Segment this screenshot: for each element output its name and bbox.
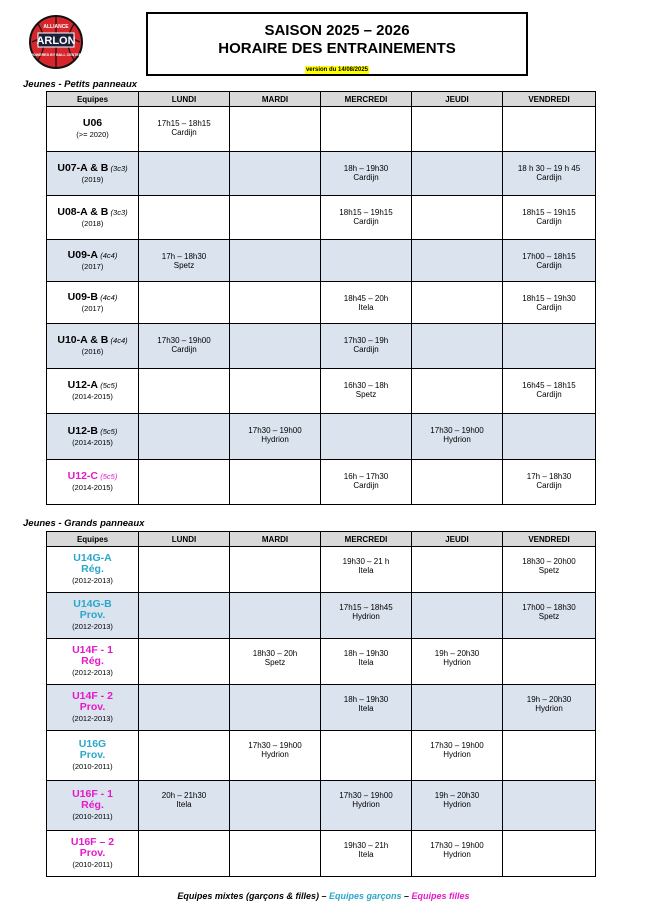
- table-header-row: [47, 92, 596, 107]
- slot-thursday: [412, 107, 503, 152]
- team-format: (5c5): [100, 426, 118, 436]
- table-row: [47, 240, 596, 282]
- slot-thursday: [412, 731, 503, 781]
- slot-venue: Cardijn: [353, 217, 379, 226]
- section-label-small: Jeunes - Petits panneaux: [23, 79, 138, 90]
- slot-time: 18h30 – 20h: [252, 649, 298, 658]
- team-format: (4c4): [110, 336, 128, 345]
- training-slot: [412, 781, 502, 809]
- slot-venue: Spetz: [173, 261, 195, 270]
- slot-tuesday: [230, 831, 321, 877]
- team-cell: [47, 414, 139, 460]
- team-name: U14G-A: [73, 552, 112, 564]
- slot-tuesday: [230, 240, 321, 282]
- slot-tuesday: [230, 324, 321, 369]
- slot-monday: [139, 324, 230, 369]
- legend-separator: –: [318, 891, 329, 901]
- team-year: (2012-2013): [72, 714, 113, 723]
- table-row: [47, 731, 596, 781]
- slot-thursday: [412, 460, 503, 505]
- slot-wednesday: [321, 831, 412, 877]
- training-slot: [321, 324, 411, 354]
- team-format: (3c3): [110, 207, 128, 217]
- slot-tuesday: [230, 685, 321, 731]
- slot-time: 17h30 – 19h00: [248, 741, 302, 750]
- slot-venue: Cardijn: [536, 481, 562, 490]
- training-slot: [503, 240, 595, 270]
- training-slot: [139, 781, 229, 809]
- team-line: [47, 250, 138, 261]
- table-row: [47, 831, 596, 877]
- slot-venue: Cardijn: [536, 261, 562, 270]
- team-cell: [47, 152, 139, 196]
- slot-friday: [503, 282, 596, 324]
- col-header-wednesday: MERCREDI: [321, 92, 412, 107]
- team-level: Prov.: [79, 701, 106, 713]
- slot-monday: [139, 731, 230, 781]
- team-name: U09-A: [67, 248, 98, 261]
- team-name: U09-B: [67, 290, 98, 303]
- schedule-table-small: [46, 91, 596, 505]
- col-header-monday: LUNDI: [139, 532, 230, 547]
- col-header-thursday: JEUDI: [412, 92, 503, 107]
- team-format: (5c5): [100, 381, 118, 390]
- slot-venue: Hydrion: [352, 800, 380, 809]
- slot-wednesday: [321, 107, 412, 152]
- slot-venue: Cardijn: [536, 303, 562, 312]
- slot-friday: [503, 831, 596, 877]
- team-format: (4c4): [100, 250, 118, 260]
- slot-venue: Itela: [358, 658, 374, 667]
- team-cell: [47, 282, 139, 324]
- legend-mixed: Equipes mixtes (garçons & filles): [177, 891, 319, 901]
- slot-thursday: [412, 831, 503, 877]
- team-cell: [47, 781, 139, 831]
- slot-thursday: [412, 685, 503, 731]
- training-slot: [321, 196, 411, 226]
- slot-thursday: [412, 639, 503, 685]
- team-year: (2010-2011): [72, 812, 113, 821]
- logo-text-top: ALLIANCE: [43, 24, 69, 30]
- slot-friday: [503, 196, 596, 240]
- training-slot: [139, 107, 229, 137]
- training-slot: [230, 731, 320, 759]
- team-cell: [47, 593, 139, 639]
- slot-time: 18h15 – 19h30: [522, 294, 576, 303]
- season-title: SAISON 2025 – 2026: [264, 22, 410, 39]
- slot-tuesday: [230, 547, 321, 593]
- slot-time: 19h – 20h30: [526, 695, 572, 704]
- table-row: [47, 414, 596, 460]
- slot-time: 17h30 – 19h00: [339, 791, 393, 800]
- training-slot: [321, 282, 411, 312]
- slot-friday: [503, 547, 596, 593]
- version-badge: version du 14/08/2025: [305, 67, 369, 73]
- table-header-row: [47, 532, 596, 547]
- slot-time: 18h – 19h30: [343, 649, 389, 658]
- slot-venue: Spetz: [538, 612, 560, 621]
- slot-friday: [503, 369, 596, 414]
- slot-friday: [503, 685, 596, 731]
- col-header-teams: Equipes: [47, 532, 139, 547]
- training-slot: [139, 324, 229, 354]
- table-row: [47, 639, 596, 685]
- team-format: (5c5): [100, 472, 118, 481]
- slot-time: 18h45 – 20h: [343, 294, 389, 303]
- team-cell: [47, 547, 139, 593]
- team-year: (2016): [81, 347, 104, 356]
- slot-venue: Spetz: [538, 566, 560, 575]
- team-line: [47, 471, 138, 482]
- slot-friday: [503, 414, 596, 460]
- team-cell: [47, 324, 139, 369]
- slot-monday: [139, 196, 230, 240]
- slot-venue: Hydrion: [352, 612, 380, 621]
- slot-time: 18h – 19h30: [343, 695, 389, 704]
- slot-venue: Itela: [358, 704, 374, 713]
- slot-friday: [503, 107, 596, 152]
- training-slot: [321, 639, 411, 667]
- slot-venue: Cardijn: [171, 345, 197, 354]
- slot-time: 17h00 – 18h15: [522, 252, 576, 261]
- team-year: (2012-2013): [72, 668, 113, 677]
- slot-venue: Spetz: [264, 658, 286, 667]
- slot-wednesday: [321, 240, 412, 282]
- col-header-thursday: JEUDI: [412, 532, 503, 547]
- table-row: [47, 685, 596, 731]
- team-name: U07-A & B: [57, 161, 109, 174]
- slot-time: 16h30 – 18h: [343, 381, 389, 390]
- table-row: [47, 324, 596, 369]
- slot-venue: Itela: [358, 850, 374, 859]
- slot-monday: [139, 547, 230, 593]
- slot-time: 18h15 – 19h15: [522, 208, 576, 217]
- team-year: (2017): [81, 261, 104, 271]
- slot-monday: [139, 593, 230, 639]
- slot-thursday: [412, 240, 503, 282]
- team-line: [47, 335, 138, 346]
- training-slot: [503, 152, 595, 182]
- slot-time: 16h – 17h30: [343, 472, 389, 481]
- slot-wednesday: [321, 369, 412, 414]
- slot-tuesday: [230, 414, 321, 460]
- slot-venue: Spetz: [355, 390, 377, 399]
- team-year: (>= 2020): [76, 130, 109, 139]
- col-header-friday: VENDREDI: [503, 532, 596, 547]
- slot-tuesday: [230, 731, 321, 781]
- training-slot: [139, 240, 229, 270]
- slot-time: 17h15 – 18h15: [157, 119, 211, 128]
- color-legend: [0, 891, 647, 901]
- slot-time: 17h – 18h30: [161, 252, 207, 261]
- training-slot: [230, 639, 320, 667]
- team-year: (2010-2011): [72, 762, 113, 771]
- slot-venue: Hydrion: [443, 435, 471, 444]
- table-row: [47, 107, 596, 152]
- team-line: [47, 163, 138, 174]
- slot-tuesday: [230, 282, 321, 324]
- training-slot: [503, 685, 595, 713]
- slot-monday: [139, 369, 230, 414]
- col-header-teams: Equipes: [47, 92, 139, 107]
- slot-time: 17h30 – 19h: [343, 336, 389, 345]
- team-level: Prov.: [79, 749, 106, 761]
- logo-text-bottom: POWERED BY BALL CENTER: [30, 53, 82, 57]
- training-slot: [230, 414, 320, 444]
- team-year: (2017): [81, 303, 104, 313]
- slot-time: 19h – 20h30: [434, 649, 480, 658]
- training-slot: [321, 152, 411, 182]
- col-header-tuesday: MARDI: [230, 532, 321, 547]
- col-header-monday: LUNDI: [139, 92, 230, 107]
- training-slot: [321, 369, 411, 399]
- team-line: [47, 292, 138, 303]
- slot-wednesday: [321, 781, 412, 831]
- slot-venue: Hydrion: [443, 658, 471, 667]
- slot-monday: [139, 685, 230, 731]
- team-year: (2012-2013): [72, 622, 113, 631]
- slot-wednesday: [321, 152, 412, 196]
- slot-friday: [503, 639, 596, 685]
- training-slot: [412, 831, 502, 859]
- slot-wednesday: [321, 282, 412, 324]
- team-name: U14F - 2: [72, 690, 113, 702]
- table-row: [47, 282, 596, 324]
- team-name: U16F – 2: [70, 836, 115, 848]
- slot-venue: Cardijn: [353, 481, 379, 490]
- slot-monday: [139, 831, 230, 877]
- slot-time: 18 h 30 – 19 h 45: [517, 164, 581, 173]
- table-row: [47, 781, 596, 831]
- slot-venue: Hydrion: [443, 850, 471, 859]
- slot-wednesday: [321, 460, 412, 505]
- training-slot: [321, 685, 411, 713]
- section-label-large: Jeunes - Grands panneaux: [23, 518, 145, 529]
- slot-venue: Cardijn: [171, 128, 197, 137]
- training-slot: [412, 414, 502, 444]
- slot-venue: Hydrion: [443, 750, 471, 759]
- team-year: (2019): [81, 174, 104, 184]
- training-slot: [321, 547, 411, 575]
- slot-monday: [139, 107, 230, 152]
- team-name: U14F - 1: [72, 644, 113, 656]
- slot-monday: [139, 414, 230, 460]
- slot-time: 16h45 – 18h15: [522, 381, 576, 390]
- slot-time: 20h – 21h30: [161, 791, 207, 800]
- schedule-title: HORAIRE DES ENTRAINEMENTS: [218, 40, 456, 57]
- slot-monday: [139, 781, 230, 831]
- training-slot: [321, 831, 411, 859]
- team-line: [47, 380, 138, 391]
- slot-venue: Cardijn: [536, 173, 562, 182]
- training-slot: [503, 460, 595, 490]
- team-name: U14G-B: [73, 598, 112, 610]
- team-cell: [47, 831, 139, 877]
- slot-monday: [139, 639, 230, 685]
- slot-wednesday: [321, 196, 412, 240]
- slot-time: 17h00 – 18h30: [522, 603, 576, 612]
- team-name: U12-B: [67, 424, 98, 437]
- title-box: [146, 12, 528, 76]
- team-cell: [47, 685, 139, 731]
- slot-friday: [503, 460, 596, 505]
- slot-time: 19h – 20h30: [434, 791, 480, 800]
- slot-tuesday: [230, 107, 321, 152]
- team-cell: [47, 731, 139, 781]
- team-name: U12-A: [67, 379, 98, 391]
- team-year: (2010-2011): [72, 860, 113, 869]
- team-name: U12-C: [67, 470, 98, 482]
- table-row: [47, 369, 596, 414]
- slot-thursday: [412, 369, 503, 414]
- slot-tuesday: [230, 460, 321, 505]
- slot-thursday: [412, 414, 503, 460]
- team-year: (2018): [81, 218, 104, 228]
- team-year: (2014-2015): [72, 392, 113, 401]
- slot-venue: Cardijn: [536, 217, 562, 226]
- slot-time: 17h30 – 19h00: [430, 426, 484, 435]
- slot-time: 18h30 – 20h00: [522, 557, 576, 566]
- slot-time: 17h – 18h30: [526, 472, 572, 481]
- slot-venue: Itela: [358, 566, 374, 575]
- slot-wednesday: [321, 414, 412, 460]
- training-slot: [321, 781, 411, 809]
- slot-time: 17h30 – 19h00: [248, 426, 302, 435]
- slot-time: 17h30 – 19h00: [157, 336, 211, 345]
- slot-wednesday: [321, 685, 412, 731]
- table-row: [47, 547, 596, 593]
- team-format: (4c4): [100, 292, 118, 302]
- team-cell: [47, 107, 139, 152]
- team-level: Rég.: [81, 655, 104, 667]
- slot-wednesday: [321, 593, 412, 639]
- slot-venue: Hydrion: [261, 750, 289, 759]
- slot-friday: [503, 781, 596, 831]
- slot-tuesday: [230, 593, 321, 639]
- team-cell: [47, 240, 139, 282]
- slot-wednesday: [321, 639, 412, 685]
- team-year: (2014-2015): [72, 483, 113, 492]
- team-level: Rég.: [81, 563, 104, 575]
- slot-thursday: [412, 324, 503, 369]
- slot-wednesday: [321, 731, 412, 781]
- slot-friday: [503, 240, 596, 282]
- col-header-tuesday: MARDI: [230, 92, 321, 107]
- slot-venue: Hydrion: [443, 800, 471, 809]
- legend-boys: Equipes garçons: [328, 891, 402, 901]
- team-level: Prov.: [79, 847, 106, 859]
- slot-monday: [139, 460, 230, 505]
- slot-time: 17h15 – 18h45: [339, 603, 393, 612]
- slot-tuesday: [230, 781, 321, 831]
- slot-time: 17h30 – 19h00: [430, 841, 484, 850]
- team-year: (2012-2013): [72, 576, 113, 585]
- team-cell: [47, 460, 139, 505]
- slot-friday: [503, 731, 596, 781]
- team-cell: [47, 639, 139, 685]
- slot-thursday: [412, 196, 503, 240]
- slot-friday: [503, 593, 596, 639]
- legend-girls: Equipes filles: [411, 891, 470, 901]
- table-row: [47, 460, 596, 505]
- slot-time: 19h30 – 21 h: [342, 557, 390, 566]
- slot-monday: [139, 240, 230, 282]
- table-row: [47, 196, 596, 240]
- slot-venue: Hydrion: [535, 704, 563, 713]
- col-header-friday: VENDREDI: [503, 92, 596, 107]
- team-name: U08-A & B: [57, 205, 109, 218]
- table-row: [47, 593, 596, 639]
- schedule-table-large: [46, 531, 596, 877]
- slot-time: 17h30 – 19h00: [430, 741, 484, 750]
- training-slot: [503, 282, 595, 312]
- training-slot: [412, 731, 502, 759]
- training-slot: [321, 460, 411, 490]
- slot-thursday: [412, 152, 503, 196]
- team-name: U10-A & B: [57, 334, 109, 346]
- team-line: [47, 207, 138, 218]
- training-slot: [503, 196, 595, 226]
- slot-tuesday: [230, 152, 321, 196]
- slot-monday: [139, 282, 230, 324]
- slot-venue: Cardijn: [536, 390, 562, 399]
- team-name: U16F - 1: [72, 788, 113, 800]
- team-line: [47, 426, 138, 437]
- slot-time: 18h – 19h30: [343, 164, 389, 173]
- slot-tuesday: [230, 369, 321, 414]
- slot-thursday: [412, 781, 503, 831]
- logo-text-main: ARLON: [36, 35, 76, 47]
- slot-tuesday: [230, 639, 321, 685]
- slot-thursday: [412, 593, 503, 639]
- team-name: U16G: [78, 738, 107, 750]
- slot-wednesday: [321, 547, 412, 593]
- training-slot: [321, 593, 411, 621]
- slot-venue: Cardijn: [353, 173, 379, 182]
- team-level: Prov.: [79, 609, 106, 621]
- slot-venue: Itela: [358, 303, 374, 312]
- team-year: (2014-2015): [72, 437, 113, 447]
- table-row: [47, 152, 596, 196]
- slot-venue: Cardijn: [353, 345, 379, 354]
- slot-thursday: [412, 282, 503, 324]
- team-level: Rég.: [81, 799, 104, 811]
- slot-venue: Hydrion: [261, 435, 289, 444]
- team-line: [47, 118, 138, 129]
- slot-time: 18h15 – 19h15: [339, 208, 393, 217]
- slot-thursday: [412, 547, 503, 593]
- training-slot: [503, 593, 595, 621]
- team-format: (3c3): [110, 163, 128, 173]
- slot-friday: [503, 152, 596, 196]
- col-header-wednesday: MERCREDI: [321, 532, 412, 547]
- slot-friday: [503, 324, 596, 369]
- training-slot: [503, 547, 595, 575]
- team-name: U06: [82, 117, 103, 129]
- slot-time: 19h30 – 21h: [343, 841, 389, 850]
- slot-monday: [139, 152, 230, 196]
- slot-venue: Itela: [176, 800, 192, 809]
- training-slot: [503, 369, 595, 399]
- slot-wednesday: [321, 324, 412, 369]
- team-cell: [47, 196, 139, 240]
- legend-separator-2: –: [401, 891, 412, 901]
- club-logo: [28, 12, 84, 72]
- slot-tuesday: [230, 196, 321, 240]
- training-slot: [412, 639, 502, 667]
- team-cell: [47, 369, 139, 414]
